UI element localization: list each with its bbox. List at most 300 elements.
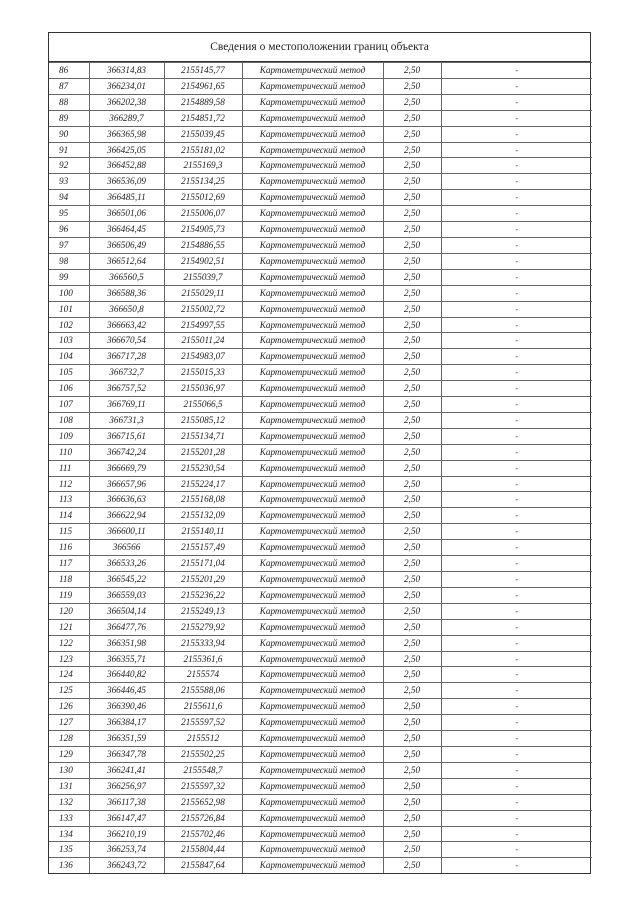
table-row bbox=[49, 301, 592, 317]
note-cell: - bbox=[441, 492, 592, 508]
note-cell: - bbox=[441, 508, 592, 524]
table-row bbox=[49, 699, 592, 715]
accuracy-cell: 2,50 bbox=[383, 301, 441, 317]
note-cell: - bbox=[441, 540, 592, 556]
method-cell: Картометрический метод bbox=[242, 762, 383, 778]
table-row bbox=[49, 397, 592, 413]
method-cell: Картометрический метод bbox=[242, 667, 383, 683]
y-coordinate-cell: 2154997,55 bbox=[164, 317, 242, 333]
note-cell: - bbox=[441, 78, 592, 94]
note-cell: - bbox=[441, 635, 592, 651]
point-number-cell: 125 bbox=[49, 683, 89, 699]
method-cell: Картометрический метод bbox=[242, 508, 383, 524]
point-number-cell: 107 bbox=[49, 397, 89, 413]
note-cell: - bbox=[441, 460, 592, 476]
accuracy-cell: 2,50 bbox=[383, 508, 441, 524]
method-cell: Картометрический метод bbox=[242, 794, 383, 810]
table-row bbox=[49, 540, 592, 556]
accuracy-cell: 2,50 bbox=[383, 365, 441, 381]
accuracy-cell: 2,50 bbox=[383, 826, 441, 842]
y-coordinate-cell: 2155006,07 bbox=[164, 206, 242, 222]
accuracy-cell: 2,50 bbox=[383, 206, 441, 222]
x-coordinate-cell: 366536,09 bbox=[89, 174, 164, 190]
note-cell: - bbox=[441, 556, 592, 572]
note-cell: - bbox=[441, 667, 592, 683]
x-coordinate-cell: 366501,06 bbox=[89, 206, 164, 222]
point-number-cell: 118 bbox=[49, 572, 89, 588]
point-number-cell: 94 bbox=[49, 190, 89, 206]
table-row bbox=[49, 444, 592, 460]
y-coordinate-cell: 2155201,29 bbox=[164, 572, 242, 588]
y-coordinate-cell: 2155134,71 bbox=[164, 428, 242, 444]
note-cell: - bbox=[441, 810, 592, 826]
x-coordinate-cell: 366477,76 bbox=[89, 619, 164, 635]
method-cell: Картометрический метод bbox=[242, 699, 383, 715]
point-number-cell: 105 bbox=[49, 365, 89, 381]
note-cell: - bbox=[441, 444, 592, 460]
table-row bbox=[49, 110, 592, 126]
x-coordinate-cell: 366351,59 bbox=[89, 731, 164, 747]
accuracy-cell: 2,50 bbox=[383, 285, 441, 301]
accuracy-cell: 2,50 bbox=[383, 222, 441, 238]
point-number-cell: 124 bbox=[49, 667, 89, 683]
point-number-cell: 123 bbox=[49, 651, 89, 667]
table-row bbox=[49, 508, 592, 524]
y-coordinate-cell: 2154902,51 bbox=[164, 253, 242, 269]
y-coordinate-cell: 2155597,52 bbox=[164, 715, 242, 731]
table-row bbox=[49, 190, 592, 206]
table-row bbox=[49, 492, 592, 508]
method-cell: Картометрический метод bbox=[242, 190, 383, 206]
table-row bbox=[49, 587, 592, 603]
accuracy-cell: 2,50 bbox=[383, 381, 441, 397]
accuracy-cell: 2,50 bbox=[383, 667, 441, 683]
x-coordinate-cell: 366256,97 bbox=[89, 778, 164, 794]
method-cell: Картометрический метод bbox=[242, 78, 383, 94]
y-coordinate-cell: 2155168,08 bbox=[164, 492, 242, 508]
y-coordinate-cell: 2155652,98 bbox=[164, 794, 242, 810]
note-cell: - bbox=[441, 333, 592, 349]
point-number-cell: 126 bbox=[49, 699, 89, 715]
method-cell: Картометрический метод bbox=[242, 524, 383, 540]
x-coordinate-cell: 366545,22 bbox=[89, 572, 164, 588]
note-cell: - bbox=[441, 619, 592, 635]
y-coordinate-cell: 2155134,25 bbox=[164, 174, 242, 190]
y-coordinate-cell: 2155002,72 bbox=[164, 301, 242, 317]
x-coordinate-cell: 366600,11 bbox=[89, 524, 164, 540]
y-coordinate-cell: 2155181,02 bbox=[164, 142, 242, 158]
point-number-cell: 108 bbox=[49, 412, 89, 428]
note-cell: - bbox=[441, 412, 592, 428]
method-cell: Картометрический метод bbox=[242, 842, 383, 858]
table-row bbox=[49, 715, 592, 731]
note-cell: - bbox=[441, 381, 592, 397]
x-coordinate-cell: 366390,46 bbox=[89, 699, 164, 715]
note-cell: - bbox=[441, 158, 592, 174]
point-number-cell: 130 bbox=[49, 762, 89, 778]
method-cell: Картометрический метод bbox=[242, 746, 383, 762]
table-row bbox=[49, 762, 592, 778]
y-coordinate-cell: 2155502,25 bbox=[164, 746, 242, 762]
x-coordinate-cell: 366533,26 bbox=[89, 556, 164, 572]
y-coordinate-cell: 2154886,55 bbox=[164, 237, 242, 253]
point-number-cell: 121 bbox=[49, 619, 89, 635]
method-cell: Картометрический метод bbox=[242, 285, 383, 301]
accuracy-cell: 2,50 bbox=[383, 731, 441, 747]
table-row bbox=[49, 253, 592, 269]
note-cell: - bbox=[441, 110, 592, 126]
point-number-cell: 128 bbox=[49, 731, 89, 747]
x-coordinate-cell: 366715,61 bbox=[89, 428, 164, 444]
x-coordinate-cell: 366742,24 bbox=[89, 444, 164, 460]
table-row bbox=[49, 651, 592, 667]
x-coordinate-cell: 366446,45 bbox=[89, 683, 164, 699]
x-coordinate-cell: 366202,38 bbox=[89, 94, 164, 110]
point-number-cell: 131 bbox=[49, 778, 89, 794]
point-number-cell: 111 bbox=[49, 460, 89, 476]
method-cell: Картометрический метод bbox=[242, 476, 383, 492]
table-row bbox=[49, 237, 592, 253]
x-coordinate-cell: 366485,11 bbox=[89, 190, 164, 206]
x-coordinate-cell: 366588,36 bbox=[89, 285, 164, 301]
table-row bbox=[49, 94, 592, 110]
table-row bbox=[49, 285, 592, 301]
x-coordinate-cell: 366769,11 bbox=[89, 397, 164, 413]
accuracy-cell: 2,50 bbox=[383, 794, 441, 810]
table-row bbox=[49, 206, 592, 222]
point-number-cell: 135 bbox=[49, 842, 89, 858]
note-cell: - bbox=[441, 190, 592, 206]
y-coordinate-cell: 2154851,72 bbox=[164, 110, 242, 126]
table-row bbox=[49, 794, 592, 810]
accuracy-cell: 2,50 bbox=[383, 746, 441, 762]
y-coordinate-cell: 2155847,64 bbox=[164, 858, 242, 873]
x-coordinate-cell: 366243,72 bbox=[89, 858, 164, 873]
method-cell: Картометрический метод bbox=[242, 428, 383, 444]
method-cell: Картометрический метод bbox=[242, 778, 383, 794]
accuracy-cell: 2,50 bbox=[383, 269, 441, 285]
note-cell: - bbox=[441, 174, 592, 190]
point-number-cell: 87 bbox=[49, 78, 89, 94]
note-cell: - bbox=[441, 762, 592, 778]
y-coordinate-cell: 2154889,58 bbox=[164, 94, 242, 110]
method-cell: Картометрический метод bbox=[242, 174, 383, 190]
point-number-cell: 117 bbox=[49, 556, 89, 572]
method-cell: Картометрический метод bbox=[242, 94, 383, 110]
document-sheet bbox=[48, 32, 591, 874]
table-row bbox=[49, 412, 592, 428]
table-row bbox=[49, 810, 592, 826]
method-cell: Картометрический метод bbox=[242, 444, 383, 460]
accuracy-cell: 2,50 bbox=[383, 778, 441, 794]
method-cell: Картометрический метод bbox=[242, 826, 383, 842]
method-cell: Картометрический метод bbox=[242, 731, 383, 747]
accuracy-cell: 2,50 bbox=[383, 349, 441, 365]
point-number-cell: 93 bbox=[49, 174, 89, 190]
y-coordinate-cell: 2155132,09 bbox=[164, 508, 242, 524]
point-number-cell: 102 bbox=[49, 317, 89, 333]
table-row bbox=[49, 524, 592, 540]
x-coordinate-cell: 366560,5 bbox=[89, 269, 164, 285]
accuracy-cell: 2,50 bbox=[383, 635, 441, 651]
method-cell: Картометрический метод bbox=[242, 587, 383, 603]
y-coordinate-cell: 2155333,94 bbox=[164, 635, 242, 651]
accuracy-cell: 2,50 bbox=[383, 587, 441, 603]
point-number-cell: 92 bbox=[49, 158, 89, 174]
method-cell: Картометрический метод bbox=[242, 301, 383, 317]
table-row bbox=[49, 842, 592, 858]
point-number-cell: 98 bbox=[49, 253, 89, 269]
x-coordinate-cell: 366347,78 bbox=[89, 746, 164, 762]
note-cell: - bbox=[441, 603, 592, 619]
y-coordinate-cell: 2155361,6 bbox=[164, 651, 242, 667]
y-coordinate-cell: 2155036,97 bbox=[164, 381, 242, 397]
point-number-cell: 129 bbox=[49, 746, 89, 762]
y-coordinate-cell: 2154983,07 bbox=[164, 349, 242, 365]
method-cell: Картометрический метод bbox=[242, 349, 383, 365]
table-row bbox=[49, 365, 592, 381]
point-number-cell: 89 bbox=[49, 110, 89, 126]
method-cell: Картометрический метод bbox=[242, 572, 383, 588]
table-row bbox=[49, 174, 592, 190]
method-cell: Картометрический метод bbox=[242, 269, 383, 285]
point-number-cell: 127 bbox=[49, 715, 89, 731]
accuracy-cell: 2,50 bbox=[383, 333, 441, 349]
x-coordinate-cell: 366732,7 bbox=[89, 365, 164, 381]
method-cell: Картометрический метод bbox=[242, 619, 383, 635]
y-coordinate-cell: 2155201,28 bbox=[164, 444, 242, 460]
point-number-cell: 132 bbox=[49, 794, 89, 810]
x-coordinate-cell: 366289,7 bbox=[89, 110, 164, 126]
method-cell: Картометрический метод bbox=[242, 492, 383, 508]
x-coordinate-cell: 366241,41 bbox=[89, 762, 164, 778]
note-cell: - bbox=[441, 778, 592, 794]
x-coordinate-cell: 366506,49 bbox=[89, 237, 164, 253]
x-coordinate-cell: 366464,45 bbox=[89, 222, 164, 238]
point-number-cell: 96 bbox=[49, 222, 89, 238]
accuracy-cell: 2,50 bbox=[383, 412, 441, 428]
y-coordinate-cell: 2155236,22 bbox=[164, 587, 242, 603]
note-cell: - bbox=[441, 731, 592, 747]
method-cell: Картометрический метод bbox=[242, 603, 383, 619]
note-cell: - bbox=[441, 397, 592, 413]
x-coordinate-cell: 366355,71 bbox=[89, 651, 164, 667]
accuracy-cell: 2,50 bbox=[383, 842, 441, 858]
note-cell: - bbox=[441, 587, 592, 603]
accuracy-cell: 2,50 bbox=[383, 524, 441, 540]
accuracy-cell: 2,50 bbox=[383, 110, 441, 126]
y-coordinate-cell: 2155597,32 bbox=[164, 778, 242, 794]
point-number-cell: 115 bbox=[49, 524, 89, 540]
method-cell: Картометрический метод bbox=[242, 397, 383, 413]
note-cell: - bbox=[441, 524, 592, 540]
y-coordinate-cell: 2155249,13 bbox=[164, 603, 242, 619]
note-cell: - bbox=[441, 572, 592, 588]
accuracy-cell: 2,50 bbox=[383, 810, 441, 826]
point-number-cell: 134 bbox=[49, 826, 89, 842]
point-number-cell: 104 bbox=[49, 349, 89, 365]
table-row bbox=[49, 778, 592, 794]
note-cell: - bbox=[441, 285, 592, 301]
point-number-cell: 100 bbox=[49, 285, 89, 301]
table-row bbox=[49, 222, 592, 238]
table-row bbox=[49, 428, 592, 444]
accuracy-cell: 2,50 bbox=[383, 237, 441, 253]
y-coordinate-cell: 2155140,11 bbox=[164, 524, 242, 540]
note-cell: - bbox=[441, 651, 592, 667]
accuracy-cell: 2,50 bbox=[383, 858, 441, 873]
x-coordinate-cell: 366657,96 bbox=[89, 476, 164, 492]
y-coordinate-cell: 2154961,65 bbox=[164, 78, 242, 94]
y-coordinate-cell: 2155230,54 bbox=[164, 460, 242, 476]
accuracy-cell: 2,50 bbox=[383, 63, 441, 79]
table-row bbox=[49, 746, 592, 762]
method-cell: Картометрический метод bbox=[242, 683, 383, 699]
accuracy-cell: 2,50 bbox=[383, 492, 441, 508]
table-row bbox=[49, 63, 592, 79]
method-cell: Картометрический метод bbox=[242, 412, 383, 428]
method-cell: Картометрический метод bbox=[242, 540, 383, 556]
note-cell: - bbox=[441, 63, 592, 79]
note-cell: - bbox=[441, 237, 592, 253]
accuracy-cell: 2,50 bbox=[383, 78, 441, 94]
point-number-cell: 110 bbox=[49, 444, 89, 460]
accuracy-cell: 2,50 bbox=[383, 428, 441, 444]
note-cell: - bbox=[441, 301, 592, 317]
accuracy-cell: 2,50 bbox=[383, 317, 441, 333]
note-cell: - bbox=[441, 142, 592, 158]
note-cell: - bbox=[441, 858, 592, 873]
x-coordinate-cell: 366566 bbox=[89, 540, 164, 556]
y-coordinate-cell: 2154905,73 bbox=[164, 222, 242, 238]
accuracy-cell: 2,50 bbox=[383, 142, 441, 158]
accuracy-cell: 2,50 bbox=[383, 556, 441, 572]
method-cell: Картометрический метод bbox=[242, 206, 383, 222]
x-coordinate-cell: 366234,01 bbox=[89, 78, 164, 94]
x-coordinate-cell: 366253,74 bbox=[89, 842, 164, 858]
accuracy-cell: 2,50 bbox=[383, 762, 441, 778]
y-coordinate-cell: 2155574 bbox=[164, 667, 242, 683]
point-number-cell: 112 bbox=[49, 476, 89, 492]
y-coordinate-cell: 2155011,24 bbox=[164, 333, 242, 349]
y-coordinate-cell: 2155804,44 bbox=[164, 842, 242, 858]
point-number-cell: 86 bbox=[49, 63, 89, 79]
table-row bbox=[49, 572, 592, 588]
method-cell: Картометрический метод bbox=[242, 158, 383, 174]
table-row bbox=[49, 349, 592, 365]
table-row bbox=[49, 683, 592, 699]
x-coordinate-cell: 366351,98 bbox=[89, 635, 164, 651]
note-cell: - bbox=[441, 206, 592, 222]
note-cell: - bbox=[441, 317, 592, 333]
method-cell: Картометрический метод bbox=[242, 858, 383, 873]
y-coordinate-cell: 2155157,49 bbox=[164, 540, 242, 556]
table-row bbox=[49, 158, 592, 174]
boundary-points-table bbox=[49, 62, 592, 873]
table-row bbox=[49, 619, 592, 635]
method-cell: Картометрический метод bbox=[242, 317, 383, 333]
y-coordinate-cell: 2155029,11 bbox=[164, 285, 242, 301]
table-row bbox=[49, 381, 592, 397]
accuracy-cell: 2,50 bbox=[383, 158, 441, 174]
method-cell: Картометрический метод bbox=[242, 253, 383, 269]
note-cell: - bbox=[441, 126, 592, 142]
y-coordinate-cell: 2155279,92 bbox=[164, 619, 242, 635]
accuracy-cell: 2,50 bbox=[383, 651, 441, 667]
note-cell: - bbox=[441, 826, 592, 842]
method-cell: Картометрический метод bbox=[242, 810, 383, 826]
table-row bbox=[49, 731, 592, 747]
note-cell: - bbox=[441, 428, 592, 444]
point-number-cell: 116 bbox=[49, 540, 89, 556]
accuracy-cell: 2,50 bbox=[383, 190, 441, 206]
y-coordinate-cell: 2155066,5 bbox=[164, 397, 242, 413]
document-title: Сведения о местоположении границ объекта bbox=[49, 33, 590, 62]
x-coordinate-cell: 366384,17 bbox=[89, 715, 164, 731]
y-coordinate-cell: 2155512 bbox=[164, 731, 242, 747]
note-cell: - bbox=[441, 269, 592, 285]
accuracy-cell: 2,50 bbox=[383, 253, 441, 269]
note-cell: - bbox=[441, 349, 592, 365]
point-number-cell: 122 bbox=[49, 635, 89, 651]
note-cell: - bbox=[441, 842, 592, 858]
accuracy-cell: 2,50 bbox=[383, 476, 441, 492]
x-coordinate-cell: 366314,83 bbox=[89, 63, 164, 79]
x-coordinate-cell: 366636,63 bbox=[89, 492, 164, 508]
y-coordinate-cell: 2155588,06 bbox=[164, 683, 242, 699]
x-coordinate-cell: 366440,82 bbox=[89, 667, 164, 683]
note-cell: - bbox=[441, 746, 592, 762]
note-cell: - bbox=[441, 253, 592, 269]
note-cell: - bbox=[441, 365, 592, 381]
table-row bbox=[49, 460, 592, 476]
method-cell: Картометрический метод bbox=[242, 142, 383, 158]
note-cell: - bbox=[441, 94, 592, 110]
point-number-cell: 119 bbox=[49, 587, 89, 603]
method-cell: Картометрический метод bbox=[242, 635, 383, 651]
note-cell: - bbox=[441, 794, 592, 810]
x-coordinate-cell: 366663,42 bbox=[89, 317, 164, 333]
note-cell: - bbox=[441, 683, 592, 699]
point-number-cell: 103 bbox=[49, 333, 89, 349]
x-coordinate-cell: 366757,52 bbox=[89, 381, 164, 397]
accuracy-cell: 2,50 bbox=[383, 94, 441, 110]
point-number-cell: 114 bbox=[49, 508, 89, 524]
point-number-cell: 91 bbox=[49, 142, 89, 158]
x-coordinate-cell: 366731,3 bbox=[89, 412, 164, 428]
accuracy-cell: 2,50 bbox=[383, 126, 441, 142]
accuracy-cell: 2,50 bbox=[383, 572, 441, 588]
point-number-cell: 101 bbox=[49, 301, 89, 317]
method-cell: Картометрический метод bbox=[242, 365, 383, 381]
y-coordinate-cell: 2155726,84 bbox=[164, 810, 242, 826]
x-coordinate-cell: 366117,38 bbox=[89, 794, 164, 810]
y-coordinate-cell: 2155611,6 bbox=[164, 699, 242, 715]
x-coordinate-cell: 366622,94 bbox=[89, 508, 164, 524]
note-cell: - bbox=[441, 715, 592, 731]
x-coordinate-cell: 366365,98 bbox=[89, 126, 164, 142]
note-cell: - bbox=[441, 699, 592, 715]
y-coordinate-cell: 2155085,12 bbox=[164, 412, 242, 428]
x-coordinate-cell: 366670,54 bbox=[89, 333, 164, 349]
y-coordinate-cell: 2155224,17 bbox=[164, 476, 242, 492]
table-row bbox=[49, 858, 592, 873]
method-cell: Картометрический метод bbox=[242, 110, 383, 126]
x-coordinate-cell: 366717,28 bbox=[89, 349, 164, 365]
accuracy-cell: 2,50 bbox=[383, 460, 441, 476]
accuracy-cell: 2,50 bbox=[383, 619, 441, 635]
x-coordinate-cell: 366650,8 bbox=[89, 301, 164, 317]
